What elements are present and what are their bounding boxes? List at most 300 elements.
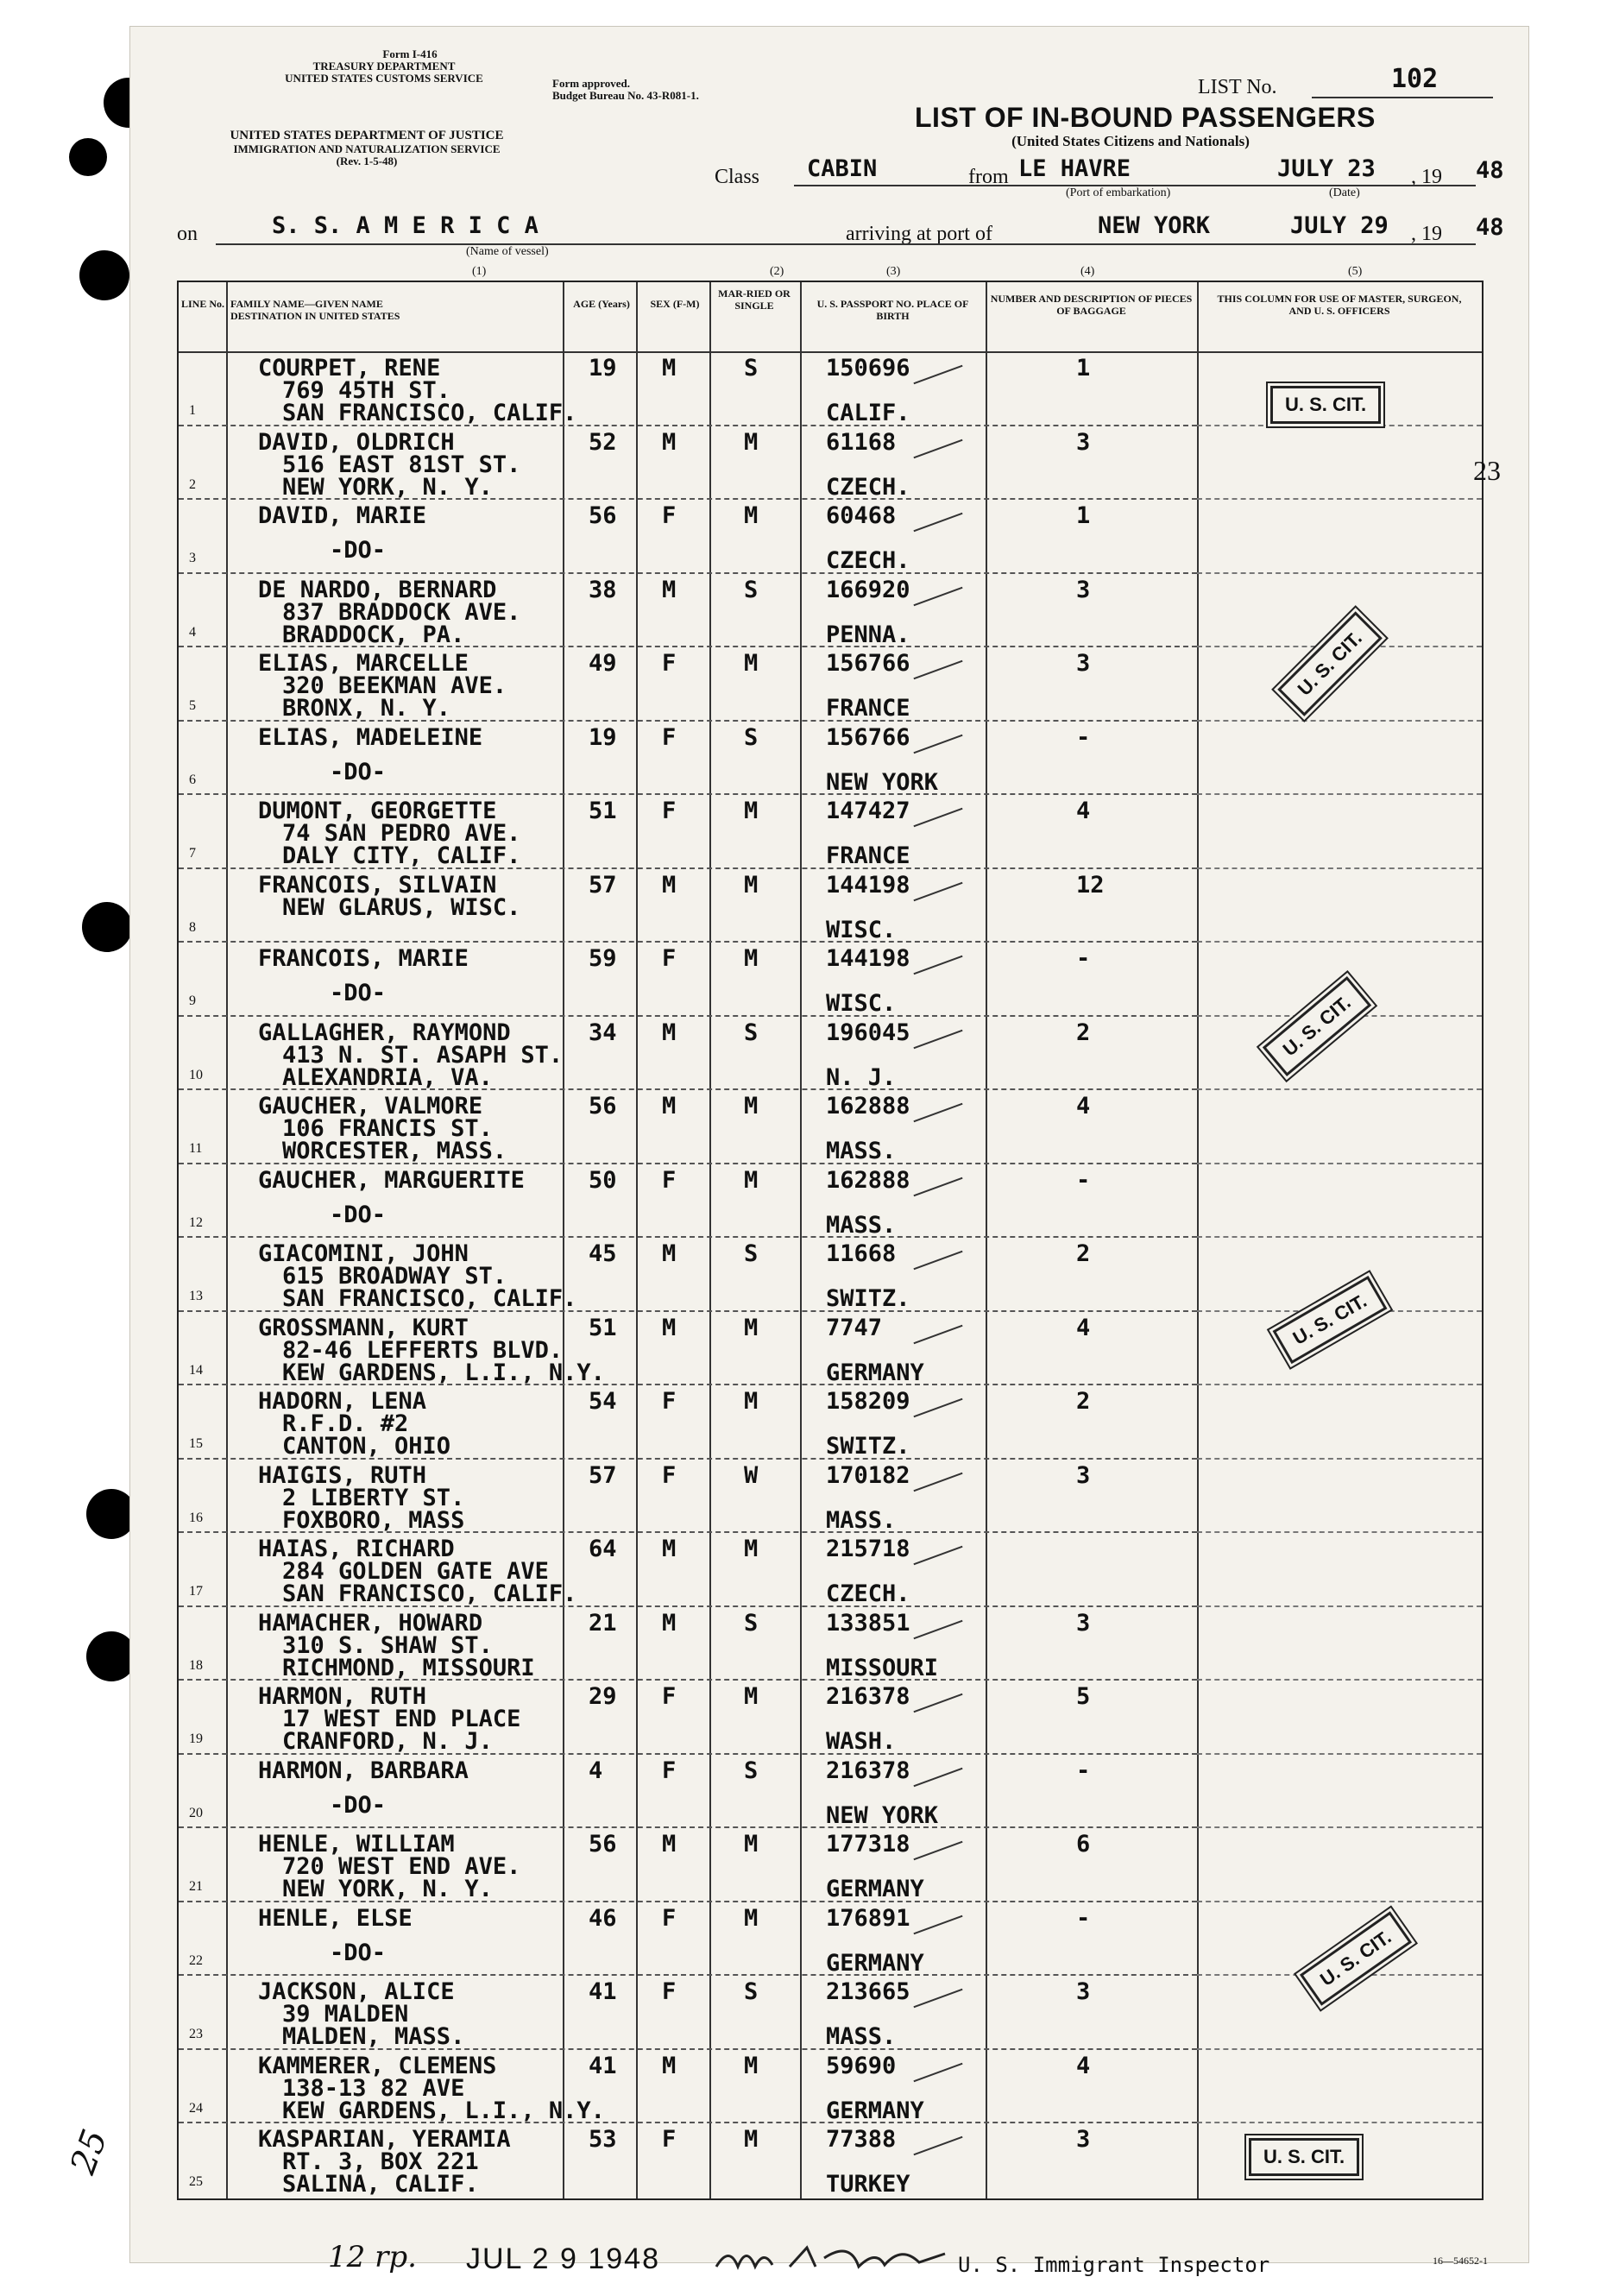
dept-immigration: IMMIGRATION AND NATURALIZATION SERVICE [233, 142, 501, 155]
passenger-name: GIACOMINI, JOHN [258, 1240, 469, 1267]
passport-number: 158209 [826, 1388, 910, 1415]
passenger-name: GAUCHER, VALMORE [258, 1093, 483, 1120]
passenger-name: FRANCOIS, MARIE [258, 945, 469, 972]
sex: F [662, 1757, 677, 1784]
sex: F [662, 945, 677, 972]
year-prefix-2: , 19 [1411, 223, 1442, 245]
line-number: 19 [189, 1731, 203, 1746]
age: 45 [589, 1240, 617, 1267]
arrival-year: 48 [1476, 214, 1504, 241]
embark-port-caption: (Port of embarkation) [1066, 186, 1171, 199]
check-mark [913, 438, 962, 457]
line-number: 14 [189, 1362, 203, 1378]
age: 41 [589, 1978, 617, 2005]
punch-hole [69, 138, 107, 176]
check-mark [913, 2062, 962, 2081]
passport-number: 166920 [826, 576, 910, 603]
address-line-1: -DO- [330, 1791, 387, 1819]
passport-number: 7747 [826, 1314, 883, 1341]
sex: F [662, 502, 677, 529]
line-number: 11 [189, 1141, 203, 1156]
address-line-1: 138-13 82 AVE [282, 2074, 465, 2102]
col-line-no: LINE No. [180, 298, 224, 310]
passport-number: 61168 [826, 428, 897, 456]
place-of-birth: SWITZ. [826, 1285, 910, 1312]
table-row [179, 1606, 1482, 1681]
passport-number: 144198 [826, 871, 910, 899]
dept-treasury: TREASURY DEPARTMENT [312, 60, 456, 73]
address-line-1: 39 MALDEN [282, 2001, 409, 2028]
passenger-name: KAMMERER, CLEMENS [258, 2052, 497, 2079]
age: 46 [589, 1904, 617, 1932]
passenger-name: HENLE, ELSE [258, 1904, 413, 1932]
col-name: FAMILY NAME—GIVEN NAME DESTINATION IN UNITED STATES [230, 298, 400, 322]
sex: F [662, 1461, 677, 1489]
check-mark [913, 2136, 962, 2155]
address-line-2: DALY CITY, CALIF. [282, 842, 521, 869]
address-line-1: 413 N. ST. ASAPH ST. [282, 1041, 564, 1069]
date-caption: (Date) [1329, 186, 1360, 199]
line-number: 21 [189, 1879, 203, 1894]
address-line-1: NEW GLARUS, WISC. [282, 893, 521, 921]
baggage-count: 2 [1076, 1240, 1091, 1267]
baggage-count: 4 [1076, 1093, 1091, 1120]
check-mark [913, 1251, 962, 1270]
marital-status: M [744, 1683, 759, 1710]
address-line-1: 82-46 LEFFERTS BLVD. [282, 1336, 564, 1364]
sex: M [662, 1609, 677, 1637]
passport-number: 216378 [826, 1683, 910, 1710]
col-officers: THIS COLUMN FOR USE OF MASTER, SURGEON, AND U. S. OFFICERS [1217, 293, 1462, 317]
sex: F [662, 1978, 677, 2005]
sex: M [662, 1093, 677, 1120]
form-number: Form I-416 [382, 47, 438, 60]
marital-status: M [744, 502, 759, 529]
address-line-2: MALDEN, MASS. [282, 2023, 465, 2050]
col-married: MAR-RIED OR SINGLE [718, 287, 791, 312]
table-row [179, 942, 1482, 1016]
baggage-count: 1 [1076, 502, 1091, 529]
marital-status: M [744, 871, 759, 899]
address-line-1: 106 FRANCIS ST. [282, 1115, 493, 1142]
table-row [179, 721, 1482, 795]
list-subtitle: (United States Citizens and Nationals) [1011, 133, 1250, 149]
address-line-1: -DO- [330, 1939, 387, 1966]
passenger-name: HADORN, LENA [258, 1388, 427, 1415]
age: 57 [589, 1461, 617, 1489]
place-of-birth: CZECH. [826, 473, 910, 501]
check-mark [913, 956, 962, 975]
place-of-birth: MASS. [826, 1211, 897, 1239]
inspector-signature [712, 2241, 954, 2272]
margin-mark: 25 [63, 2124, 116, 2179]
baggage-count: - [1076, 1166, 1091, 1194]
check-mark [913, 1989, 962, 2008]
table-row [179, 868, 1482, 943]
marital-status: M [744, 1831, 759, 1858]
embark-port: LE HAVRE [1018, 155, 1131, 182]
sex: M [662, 871, 677, 899]
sex: M [662, 355, 677, 382]
vessel-caption: (Name of vessel) [466, 245, 549, 258]
place-of-birth: MISSOURI [826, 1654, 939, 1681]
address-line-1: 17 WEST END PLACE [282, 1706, 521, 1732]
sex: F [662, 1683, 677, 1710]
age: 19 [589, 723, 617, 751]
place-of-birth: CZECH. [826, 1580, 910, 1607]
sex: M [662, 428, 677, 456]
passenger-name: ELIAS, MARCELLE [258, 650, 469, 677]
table-row [179, 1459, 1482, 1533]
class-label: Class [715, 166, 760, 188]
sex: M [662, 1019, 677, 1046]
passenger-name: DUMONT, GEORGETTE [258, 798, 497, 824]
marital-status: S [744, 576, 759, 603]
form-approved: Form approved. [552, 77, 631, 90]
line-number: 4 [189, 624, 196, 640]
sex: M [662, 1536, 677, 1562]
line-number: 2 [189, 476, 196, 492]
passenger-name: HAIGIS, RUTH [258, 1461, 427, 1489]
address-line-2: SAN FRANCISCO, CALIF. [282, 1580, 577, 1607]
sex: F [662, 1166, 677, 1194]
table-row [179, 499, 1482, 573]
check-mark [913, 1546, 962, 1565]
baggage-count: - [1076, 1904, 1091, 1932]
place-of-birth: FRANCE [826, 695, 910, 722]
inspector-label: U. S. Immigrant Inspector [958, 2253, 1270, 2277]
address-line-2: FOXBORO, MASS [282, 1506, 465, 1534]
sex: F [662, 1904, 677, 1932]
passenger-name: GAUCHER, MARGUERITE [258, 1166, 525, 1194]
table-row [179, 1237, 1482, 1311]
arriving-label: arriving at port of [846, 223, 992, 245]
us-cit-stamp: U. S. CIT. [1273, 1276, 1388, 1364]
baggage-count: 3 [1076, 650, 1091, 677]
table-row [179, 794, 1482, 868]
passenger-name: HAMACHER, HOWARD [258, 1609, 483, 1637]
marital-status: M [744, 1904, 759, 1932]
address-line-1: 284 GOLDEN GATE AVE [282, 1558, 549, 1585]
address-line-2: WORCESTER, MASS. [282, 1138, 507, 1164]
baggage-count: 2 [1076, 1019, 1091, 1046]
age: 54 [589, 1388, 617, 1415]
age: 56 [589, 1093, 617, 1120]
place-of-birth: PENNA. [826, 621, 910, 648]
place-of-birth: CZECH. [826, 547, 910, 574]
passport-number: 215718 [826, 1536, 910, 1562]
col-baggage: NUMBER AND DESCRIPTION OF PIECES OF BAGGAGE [990, 293, 1193, 317]
marital-status: S [744, 723, 759, 751]
marital-status: S [744, 1757, 759, 1784]
passenger-name: DE NARDO, BERNARD [258, 576, 497, 603]
age: 56 [589, 502, 617, 529]
marital-status: M [744, 650, 759, 677]
passport-number: 213665 [826, 1978, 910, 2005]
baggage-count: 4 [1076, 1314, 1091, 1341]
baggage-count: - [1076, 1757, 1091, 1784]
table-row [179, 1385, 1482, 1459]
place-of-birth: MASS. [826, 1138, 897, 1164]
baggage-count: 6 [1076, 1831, 1091, 1858]
baggage-count: 3 [1076, 1978, 1091, 2005]
sex: F [662, 723, 677, 751]
passport-number: 77388 [826, 2126, 897, 2153]
us-cit-stamp: U. S. CIT. [1277, 611, 1383, 716]
check-mark [913, 1694, 962, 1713]
check-mark [913, 1619, 962, 1638]
line-number: 5 [189, 698, 196, 713]
age: 59 [589, 945, 617, 972]
sex: M [662, 1240, 677, 1267]
baggage-count: 2 [1076, 1388, 1091, 1415]
baggage-count: 3 [1076, 428, 1091, 456]
check-mark [913, 808, 962, 827]
address-line-1: 320 BEEKMAN AVE. [282, 672, 507, 699]
passenger-name: HARMON, RUTH [258, 1683, 427, 1710]
place-of-birth: NEW YORK [826, 1801, 939, 1829]
check-mark [913, 1914, 962, 1933]
line-number: 8 [189, 919, 196, 935]
col-num-4: (4) [1080, 265, 1095, 278]
baggage-count: 3 [1076, 1461, 1091, 1489]
baggage-count: 4 [1076, 798, 1091, 824]
place-of-birth: CALIF. [826, 400, 910, 426]
marital-status: S [744, 1609, 759, 1637]
table-row [179, 1680, 1482, 1754]
place-of-birth: MASS. [826, 2023, 897, 2050]
place-of-birth: GERMANY [826, 2097, 924, 2124]
marital-status: S [744, 1978, 759, 2005]
list-title: LIST OF IN-BOUND PASSENGERS [915, 102, 1376, 133]
marital-status: M [744, 945, 759, 972]
place-of-birth: WASH. [826, 1728, 897, 1755]
place-of-birth: GERMANY [826, 1949, 924, 1977]
address-line-2: CANTON, OHIO [282, 1433, 451, 1460]
passenger-name: FRANCOIS, SILVAIN [258, 871, 497, 899]
departure-date: JULY 23 [1277, 155, 1376, 182]
address-line-2: SAN FRANCISCO, CALIF. [282, 400, 577, 426]
age: 52 [589, 428, 617, 456]
place-of-birth: WISC. [826, 916, 897, 943]
passenger-table [177, 265, 1501, 2200]
table-row [179, 1532, 1482, 1606]
footer-hand-note: 12 rp. [328, 2240, 417, 2274]
col-num-3: (3) [886, 265, 901, 278]
marital-status: M [744, 2126, 759, 2153]
dept-justice: UNITED STATES DEPARTMENT OF JUSTICE [230, 129, 504, 142]
marital-status: M [744, 1093, 759, 1120]
line-number: 10 [189, 1067, 203, 1082]
check-mark [913, 365, 962, 384]
line-number: 3 [189, 551, 196, 565]
passport-number: 156766 [826, 650, 910, 677]
passport-number: 162888 [826, 1093, 910, 1120]
table-row [179, 1089, 1482, 1164]
sex: M [662, 1314, 677, 1341]
line-number: 16 [189, 1510, 203, 1525]
passenger-name: DAVID, MARIE [258, 502, 427, 529]
col-sex: SEX (F-M) [650, 298, 700, 310]
line-number: 24 [189, 2100, 203, 2116]
line-number: 1 [189, 403, 196, 418]
age: 51 [589, 1314, 617, 1341]
marital-status: S [744, 1240, 759, 1267]
marital-status: S [744, 355, 759, 382]
address-line-1: -DO- [330, 1201, 387, 1228]
check-mark [913, 1176, 962, 1195]
passport-number: 156766 [826, 723, 910, 751]
table-row [179, 1754, 1482, 1828]
address-line-2: KEW GARDENS, L.I., N.Y. [282, 1359, 605, 1386]
check-mark [913, 513, 962, 532]
line-number: 13 [189, 1289, 203, 1303]
col-passport: U. S. PASSPORT NO. PLACE OF BIRTH [816, 298, 969, 322]
passenger-name: KASPARIAN, YERAMIA [258, 2126, 511, 2153]
sex: M [662, 2052, 677, 2079]
departure-year: 48 [1476, 157, 1504, 184]
place-of-birth: MASS. [826, 1506, 897, 1534]
us-cit-stamp: U. S. CIT. [1270, 386, 1381, 424]
age: 51 [589, 798, 617, 824]
baggage-count: 1 [1076, 355, 1091, 382]
address-line-1: 615 BROADWAY ST. [282, 1263, 507, 1290]
check-mark [913, 734, 962, 753]
age: 41 [589, 2052, 617, 2079]
passport-number: 162888 [826, 1166, 910, 1194]
passenger-name: GROSSMANN, KURT [258, 1314, 469, 1341]
list-no-label: LIST No. [1198, 76, 1277, 98]
address-line-1: 769 45TH ST. [282, 377, 451, 404]
baggage-count: 3 [1076, 1609, 1091, 1637]
age: 49 [589, 650, 617, 677]
on-label: on [177, 223, 198, 245]
table-row [179, 2049, 1482, 2123]
sex: M [662, 1831, 677, 1858]
address-line-1: 2 LIBERTY ST. [282, 1484, 465, 1511]
passenger-name: JACKSON, ALICE [258, 1978, 455, 2005]
sex: F [662, 2126, 677, 2153]
table-row [179, 1902, 1482, 1976]
check-mark [913, 1029, 962, 1048]
check-mark [913, 1324, 962, 1343]
address-line-2: BRONX, N. Y. [282, 695, 451, 722]
table-row [179, 1975, 1482, 2049]
passenger-name: GALLAGHER, RAYMOND [258, 1019, 511, 1046]
passport-number: 147427 [826, 798, 910, 824]
marital-status: M [744, 1388, 759, 1415]
address-line-1: 516 EAST 81ST ST. [282, 451, 521, 478]
address-line-1: 74 SAN PEDRO AVE. [282, 820, 521, 847]
baggage-count: 5 [1076, 1683, 1091, 1710]
check-mark [913, 881, 962, 900]
sex: F [662, 650, 677, 677]
arrival-port: NEW YORK [1098, 212, 1211, 239]
marital-status: M [744, 1166, 759, 1194]
list-number: 102 [1391, 64, 1439, 94]
marital-status: W [744, 1461, 759, 1489]
address-line-2: NEW YORK, N. Y. [282, 473, 493, 501]
passenger-name: HENLE, WILLIAM [258, 1831, 455, 1858]
address-line-1: 837 BRADDOCK AVE. [282, 598, 521, 626]
address-line-2: SAN FRANCISCO, CALIF. [282, 1285, 577, 1312]
passport-number: 176891 [826, 1904, 910, 1932]
check-mark [913, 1398, 962, 1417]
baggage-count: 12 [1076, 871, 1105, 899]
address-line-2: CRANFORD, N. J. [282, 1728, 493, 1755]
sex: F [662, 1388, 677, 1415]
line-number: 15 [189, 1436, 203, 1451]
age: 29 [589, 1683, 617, 1710]
place-of-birth: GERMANY [826, 1359, 924, 1386]
age: 38 [589, 576, 617, 603]
passport-number: 150696 [826, 355, 910, 382]
line-number: 18 [189, 1657, 203, 1673]
col-age: AGE (Years) [573, 298, 630, 310]
passenger-name: DAVID, OLDRICH [258, 428, 455, 456]
table-row [179, 426, 1482, 500]
passport-number: 170182 [826, 1461, 910, 1489]
address-line-1: RT. 3, BOX 221 [282, 2148, 479, 2175]
age: 34 [589, 1019, 617, 1046]
table-row [179, 1827, 1482, 1902]
marital-status: S [744, 1019, 759, 1046]
col-num-2: (2) [770, 265, 784, 278]
passenger-name: HARMON, BARBARA [258, 1757, 469, 1784]
marital-status: M [744, 428, 759, 456]
budget-bureau: Budget Bureau No. 43-R081-1. [552, 89, 699, 102]
check-mark [913, 1767, 962, 1786]
line-number: 20 [189, 1805, 203, 1820]
check-mark [913, 586, 962, 605]
address-line-2: ALEXANDRIA, VA. [282, 1063, 493, 1091]
address-line-2: SALINA, CALIF. [282, 2171, 479, 2198]
line-number: 7 [189, 846, 196, 861]
col-num-5: (5) [1348, 265, 1363, 278]
age: 53 [589, 2126, 617, 2153]
marital-status: M [744, 1314, 759, 1341]
place-of-birth: N. J. [826, 1063, 897, 1091]
baggage-count: 3 [1076, 576, 1091, 603]
place-of-birth: NEW YORK [826, 768, 939, 796]
dept-customs: UNITED STATES CUSTOMS SERVICE [285, 72, 483, 85]
line-number: 17 [189, 1584, 203, 1599]
age: 57 [589, 871, 617, 899]
from-label: from [968, 166, 1009, 188]
marital-status: M [744, 1536, 759, 1562]
table-row [179, 1164, 1482, 1238]
check-mark [913, 1103, 962, 1122]
footer-date-stamp: JUL 2 9 1948 [466, 2242, 660, 2275]
sex: F [662, 798, 677, 824]
form-revision: (Rev. 1-5-48) [336, 155, 398, 167]
passenger-name: COURPET, RENE [258, 355, 441, 382]
class-value: CABIN [807, 155, 878, 182]
place-of-birth: FRANCE [826, 842, 910, 869]
list-no-line [1312, 97, 1493, 98]
address-line-1: 720 WEST END AVE. [282, 1853, 521, 1880]
passport-number: 216378 [826, 1757, 910, 1784]
address-line-1: R.F.D. #2 [282, 1410, 409, 1437]
passport-number: 59690 [826, 2052, 897, 2079]
address-line-1: -DO- [330, 537, 387, 564]
age: 50 [589, 1166, 617, 1194]
check-mark [913, 660, 962, 679]
punch-hole [82, 902, 132, 952]
address-line-2: NEW YORK, N. Y. [282, 1876, 493, 1902]
passport-number: 177318 [826, 1831, 910, 1858]
age: 21 [589, 1609, 617, 1637]
